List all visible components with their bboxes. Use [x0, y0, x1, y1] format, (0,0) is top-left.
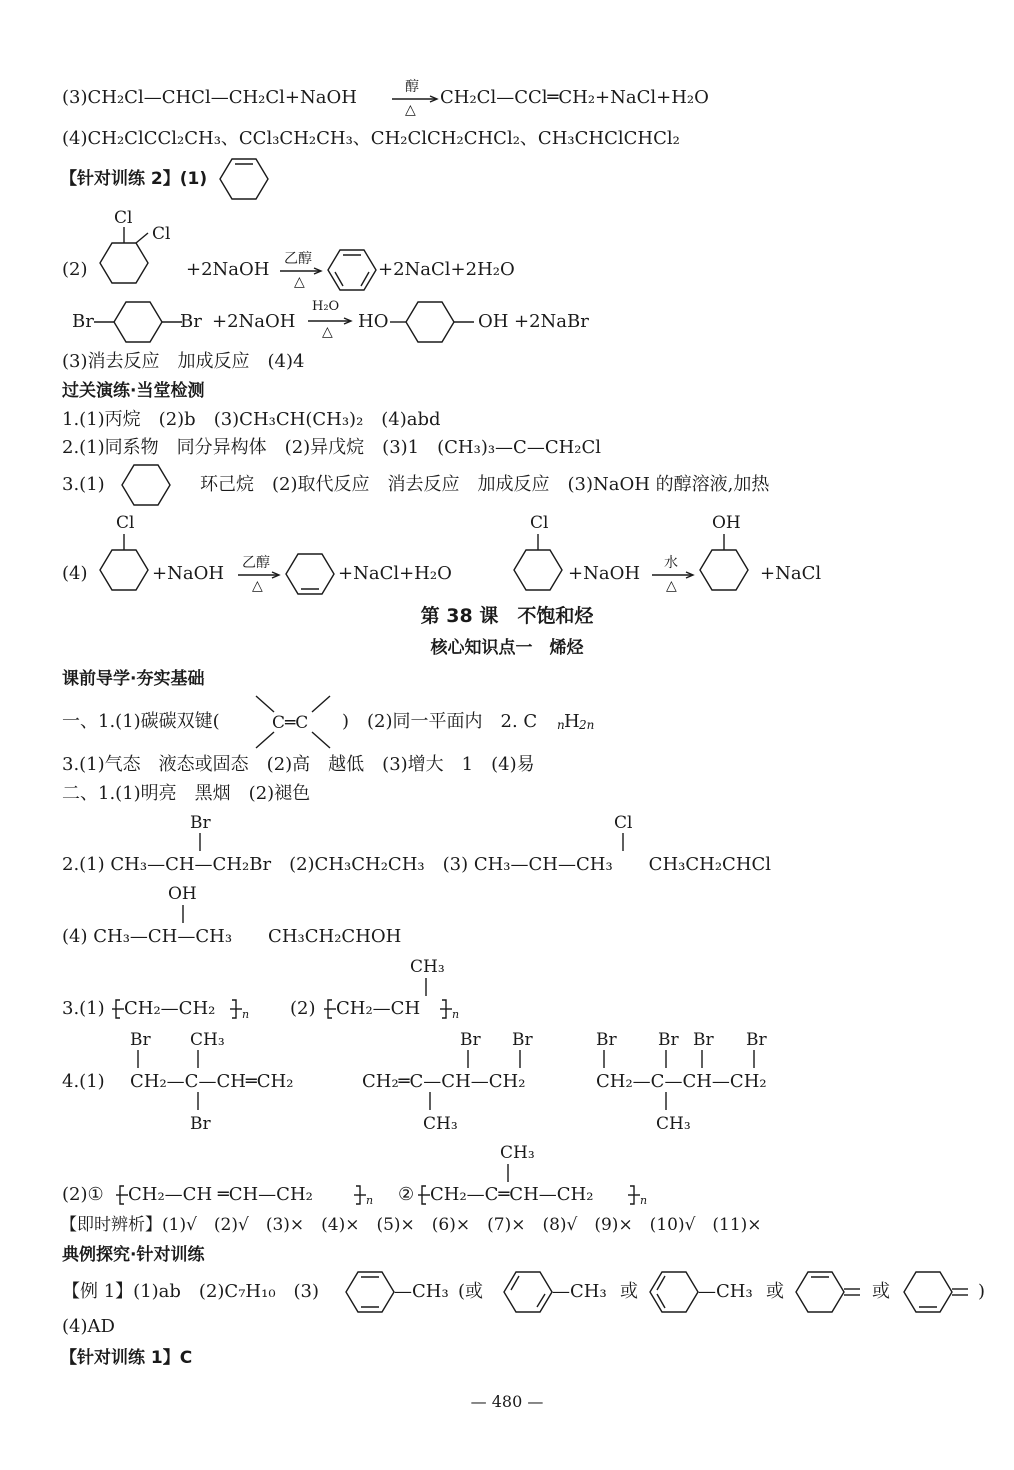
methylcyclohexadiene-ring	[346, 1270, 396, 1314]
pre-line-1a: 一、1.(1)碳碳双键(	[62, 711, 220, 732]
naoh-term: +NaOH	[152, 563, 225, 584]
check-q4: (4)	[62, 563, 88, 584]
br-label: Br	[130, 1030, 151, 1050]
methylcyclohexadiene-ring	[650, 1270, 700, 1314]
br-label: Br	[596, 1030, 617, 1050]
pre-line-7c: (2)	[290, 998, 316, 1019]
polymer-1: CH₂—CH₂	[124, 998, 216, 1019]
cyclohexene-ring	[220, 157, 270, 201]
br-label: Br	[190, 1114, 211, 1134]
answer-line-3-rhs: CH₂Cl—CCl═CH₂+NaCl+H₂O	[440, 87, 709, 108]
structure-1: CH₂—C—CH═CH₂	[130, 1071, 294, 1092]
ch3-label: CH₃	[656, 1114, 691, 1134]
br-label: Br	[180, 311, 202, 332]
polymer-2: CH₂—CH	[336, 998, 421, 1019]
cyclohexane-ring	[122, 463, 172, 507]
arrow-over-label: H₂O	[312, 299, 340, 314]
arrow-under-label: △	[322, 324, 333, 340]
oh-label: OH	[712, 513, 741, 533]
cyclohexanediol	[390, 300, 480, 344]
oh-label: OH	[478, 311, 509, 332]
train2-part3: (3)消去反应 加成反应 (4)4	[62, 351, 305, 372]
bond-line	[507, 1164, 511, 1184]
arrow-under-label: △	[252, 578, 263, 594]
page-number: — 480 —	[470, 1392, 544, 1411]
pre-q4: 4.(1)	[62, 1071, 105, 1092]
cc-label: C═C	[272, 713, 309, 733]
benzene-ring	[328, 248, 378, 292]
polymer-n: n	[452, 1008, 460, 1021]
ch3-group: —CH₃	[394, 1281, 449, 1302]
answer-line-3: (3)CH₂Cl—CHCl—CH₂Cl+NaOH	[62, 87, 357, 108]
ho-label: HO	[358, 311, 389, 332]
polymer-3: CH₂—CH ═CH—CH₂	[128, 1184, 313, 1205]
lesson-subtitle: 核心知识点一 烯烃	[430, 638, 584, 658]
arrow-over-label: 醇	[405, 79, 419, 95]
formula-h: H	[564, 711, 580, 732]
naoh-term: +NaOH	[568, 563, 641, 584]
br-label: Br	[190, 813, 211, 833]
example-line-2: (4)AD	[62, 1316, 115, 1337]
br-label: Br	[460, 1030, 481, 1050]
arrow-under-label: △	[294, 274, 305, 290]
example-heading: 典例探究·针对训练	[62, 1245, 205, 1265]
polymer-n: n	[242, 1008, 250, 1021]
products: +2NaBr	[514, 311, 589, 332]
pre-line-6: (4) CH₃—CH—CH₃ CH₃CH₂CHOH	[62, 926, 402, 947]
dichlorocyclohexane	[100, 205, 190, 295]
bond-line	[182, 905, 186, 925]
pre-line-3: 3.(1)气态 液态或固态 (2)高 越低 (3)增大 1 (4)易	[62, 754, 535, 775]
lesson-title: 第 38 课 不饱和烃	[420, 605, 594, 627]
check-q2: 2.(1)同系物 同分异构体 (2)异戊烷 (3)1 (CH₃)₃—C—CH₂Cl	[62, 437, 602, 458]
ch3-label: CH₃	[500, 1143, 535, 1163]
cl-label: Cl	[152, 224, 171, 244]
arrow-under-label: △	[666, 578, 677, 594]
pre-heading: 课前导学·夯实基础	[62, 669, 205, 689]
cl-label: Cl	[116, 513, 135, 533]
polymer-n: n	[366, 1194, 374, 1207]
structure-2: CH₂═C—CH—CH₂	[362, 1071, 526, 1092]
formula-sub: 2n	[579, 718, 595, 732]
bond-line	[622, 833, 626, 853]
train1-line: 【针对训练 1】C	[60, 1348, 193, 1368]
cyclohexanol	[700, 512, 770, 600]
ch3-label: CH₃	[410, 957, 445, 977]
ch3-label: CH₃	[423, 1114, 458, 1134]
or-text: 或	[620, 1281, 638, 1302]
naoh-term: +2NaOH	[212, 311, 296, 332]
arrow-under-label: △	[405, 102, 416, 118]
br-label: Br	[658, 1030, 679, 1050]
polymer-4: CH₂—C═CH—CH₂	[430, 1184, 594, 1205]
methylcyclohexadiene-ring	[504, 1270, 554, 1314]
train2-part2: (2)	[62, 259, 88, 280]
or-text: 或	[766, 1281, 784, 1302]
methylenecyclohexene-ring	[904, 1270, 974, 1314]
oh-label: OH	[168, 884, 197, 904]
methylenecyclohexene-ring	[796, 1270, 866, 1314]
double-bond-structure	[244, 692, 344, 752]
close-paren: )	[978, 1281, 986, 1302]
pre-line-4: 二、1.(1)明亮 黑烟 (2)褪色	[62, 783, 311, 804]
example-line-1: 【例 1】(1)ab (2)C₇H₁₀ (3)	[62, 1281, 320, 1302]
products: +NaCl+H₂O	[338, 563, 452, 584]
ch3-label: CH₃	[190, 1030, 225, 1050]
check-q3a: 3.(1)	[62, 474, 105, 495]
reaction-arrow	[392, 96, 442, 106]
bond-line	[425, 978, 429, 998]
br-label: Br	[693, 1030, 714, 1050]
train2-heading: 【针对训练 2】(1)	[60, 169, 208, 189]
judge-line: 【即时辨析】(1)√ (2)√ (3)× (4)× (5)× (6)× (7)× (8)√ (9)× (10)√ (11)×	[60, 1215, 762, 1235]
bond-line	[199, 833, 203, 853]
products: +NaCl	[760, 563, 822, 584]
ch3-group: —CH₃	[698, 1281, 753, 1302]
arrow-over-label: 乙醇	[284, 251, 312, 267]
pre-line-7a: 3.(1)	[62, 998, 105, 1019]
br-label: Br	[512, 1030, 533, 1050]
br-label: Br	[72, 311, 94, 332]
products: +2NaCl+2H₂O	[378, 259, 515, 280]
chlorocyclohexane	[100, 512, 160, 600]
check-q3b: 环己烷 (2)取代反应 消去反应 加成反应 (3)NaOH 的醇溶液,加热	[200, 474, 770, 495]
formula-sub: n	[557, 718, 565, 732]
polymer-n: n	[640, 1194, 648, 1207]
or-text: 或	[872, 1281, 890, 1302]
pre-line-8c: ②	[398, 1184, 415, 1205]
chlorocyclohexane	[514, 512, 574, 600]
cl-label: Cl	[530, 513, 549, 533]
br-label: Br	[746, 1030, 767, 1050]
cl-label: Cl	[114, 208, 133, 228]
check-heading: 过关演练·当堂检测	[62, 381, 205, 401]
pre-line-8a: (2)①	[62, 1184, 104, 1205]
arrow-over-label: 乙醇	[242, 555, 270, 571]
pre-line-5: 2.(1) CH₃—CH—CH₂Br (2)CH₃CH₂CH₃ (3) CH₃—CH—CH₃ CH₃CH₂CHCl	[62, 854, 772, 875]
pre-line-1b: ) (2)同一平面内 2. C	[342, 711, 538, 732]
ch3-group: —CH₃	[552, 1281, 607, 1302]
answer-line-4: (4)CH₂ClCCl₂CH₃、CCl₃CH₂CH₃、CH₂ClCH₂CHCl₂、CH₃CHClCHCl₂	[62, 128, 680, 149]
or-text: (或	[458, 1281, 484, 1302]
check-q1: 1.(1)丙烷 (2)b (3)CH₃CH(CH₃)₂ (4)abd	[62, 409, 441, 430]
cl-label: Cl	[614, 813, 633, 833]
dibromocyclohexane	[94, 300, 184, 344]
naoh-term: +2NaOH	[186, 259, 270, 280]
cyclohexene-ring	[286, 552, 336, 596]
arrow-over-label: 水	[664, 555, 678, 571]
structure-3: CH₂—C—CH—CH₂	[596, 1071, 767, 1092]
